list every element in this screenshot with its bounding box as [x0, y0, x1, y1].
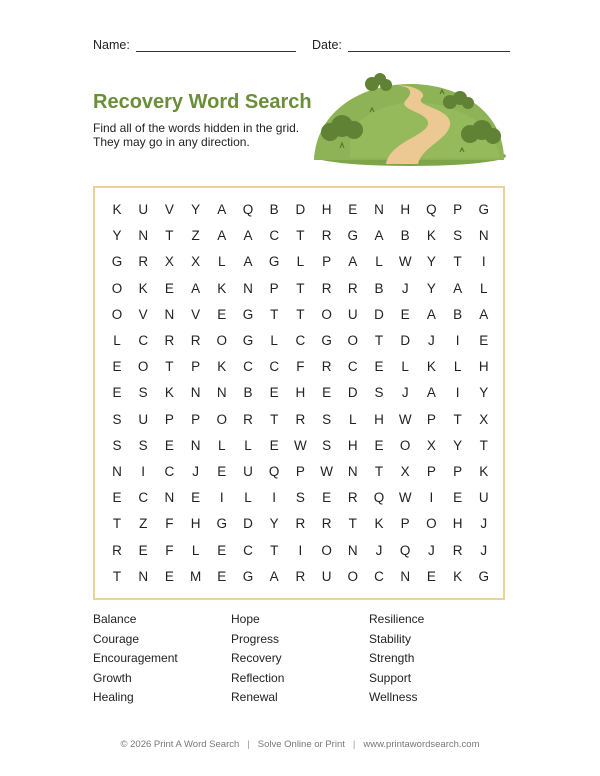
grid-letter[interactable]: N: [164, 490, 175, 506]
grid-letter[interactable]: O: [321, 542, 332, 558]
instructions-line-2: They may go in any direction.: [93, 135, 250, 149]
grid-letter[interactable]: K: [217, 359, 227, 375]
word-list-item: Courage: [93, 631, 140, 646]
instructions-line-1: Find all of the words hidden in the grid.: [93, 121, 300, 135]
grid-letter[interactable]: B: [374, 280, 384, 296]
grid-letter[interactable]: A: [191, 280, 201, 296]
grid-letter[interactable]: I: [298, 542, 303, 558]
grid-letter[interactable]: R: [321, 280, 332, 296]
grid-letter[interactable]: A: [217, 202, 227, 217]
grid-letter[interactable]: T: [374, 464, 384, 479]
name-field: [93, 38, 296, 52]
grid-letter[interactable]: U: [243, 464, 253, 479]
grid-letter[interactable]: N: [138, 228, 149, 244]
grid-letter[interactable]: T: [270, 542, 279, 558]
grid-letter[interactable]: R: [321, 359, 332, 375]
grid-letter[interactable]: F: [165, 516, 174, 532]
grid-letter[interactable]: N: [478, 228, 489, 244]
grid-letter[interactable]: G: [242, 333, 254, 348]
word-list-item: Reflection: [231, 670, 285, 685]
grid-letter[interactable]: T: [374, 333, 384, 348]
grid-letter[interactable]: R: [347, 490, 358, 506]
grid-letter[interactable]: Y: [112, 228, 122, 244]
grid-letter[interactable]: G: [111, 254, 123, 270]
grid-letter[interactable]: X: [400, 464, 410, 479]
word-list-item: Wellness: [369, 690, 418, 704]
grid-letter[interactable]: A: [374, 228, 384, 244]
grid-letter[interactable]: E: [479, 333, 489, 348]
grid-letter[interactable]: B: [269, 202, 279, 217]
grid-letter[interactable]: L: [113, 333, 121, 348]
grid-letter[interactable]: E: [164, 568, 174, 584]
grid-letter[interactable]: L: [349, 411, 357, 427]
grid-letter[interactable]: K: [164, 385, 174, 401]
grid-letter[interactable]: Q: [399, 542, 411, 558]
grid-letter[interactable]: T: [296, 306, 305, 322]
grid-letter[interactable]: J: [480, 516, 488, 532]
grid-letter[interactable]: A: [217, 228, 227, 244]
grid-letter[interactable]: R: [321, 516, 332, 532]
grid-letter[interactable]: P: [453, 464, 463, 479]
grid-letter[interactable]: E: [112, 385, 122, 401]
grid-letter[interactable]: I: [219, 490, 224, 506]
word-list-item: Growth: [93, 670, 132, 685]
grid-letter[interactable]: I: [481, 254, 486, 270]
grid-letter[interactable]: H: [478, 359, 489, 375]
footer: [0, 739, 600, 750]
grid-letter[interactable]: V: [138, 306, 148, 322]
grid-letter[interactable]: S: [322, 437, 332, 453]
grid-letter[interactable]: P: [426, 411, 436, 427]
grid-letter[interactable]: C: [243, 359, 253, 375]
grid-letter[interactable]: O: [111, 306, 123, 322]
grid-letter[interactable]: C: [269, 359, 280, 375]
grid-letter[interactable]: J: [480, 542, 488, 558]
grid-letter[interactable]: R: [243, 411, 253, 427]
grid-letter[interactable]: S: [453, 228, 463, 244]
word-list-item: Strength: [369, 651, 415, 665]
grid-letter[interactable]: O: [321, 306, 332, 322]
grid-letter[interactable]: Y: [479, 385, 489, 401]
grid-letter[interactable]: A: [426, 385, 436, 401]
grid-letter[interactable]: C: [138, 490, 149, 506]
grid-letter[interactable]: P: [295, 464, 305, 479]
grid-letter[interactable]: Q: [373, 490, 385, 506]
grid-letter[interactable]: J: [428, 333, 435, 348]
grid-letter[interactable]: E: [164, 280, 174, 296]
grid-letter[interactable]: H: [347, 437, 358, 453]
grid-letter[interactable]: T: [453, 254, 462, 270]
date-label: Date:: [312, 38, 342, 52]
grid-letter[interactable]: L: [244, 490, 252, 506]
grid-letter[interactable]: P: [164, 411, 174, 427]
grid-letter[interactable]: U: [321, 568, 332, 584]
grid-letter[interactable]: R: [164, 333, 175, 348]
grid-letter[interactable]: O: [216, 333, 228, 348]
grid-letter[interactable]: V: [191, 306, 201, 322]
grid-letter[interactable]: E: [217, 464, 227, 479]
grid-letter[interactable]: G: [321, 333, 332, 348]
grid-letter[interactable]: K: [112, 202, 122, 217]
grid-letter[interactable]: E: [400, 306, 410, 322]
grid-letter[interactable]: I: [141, 464, 146, 479]
word-list-item: Encouragement: [93, 651, 178, 665]
grid-letter[interactable]: L: [375, 254, 383, 270]
grid-letter[interactable]: L: [191, 542, 200, 558]
grid-letter[interactable]: N: [216, 385, 227, 401]
grid-letter[interactable]: W: [398, 411, 412, 427]
grid-letter[interactable]: A: [243, 254, 253, 270]
grid-letter[interactable]: N: [243, 280, 253, 296]
grid-letter[interactable]: I: [455, 333, 460, 348]
word-search-grid: [93, 186, 505, 600]
grid-letter[interactable]: R: [190, 333, 201, 348]
grid-letter[interactable]: H: [374, 411, 384, 427]
grid-letter[interactable]: A: [479, 306, 489, 322]
grid-letter[interactable]: E: [112, 490, 122, 506]
grid-letter[interactable]: N: [400, 568, 411, 584]
grid-letter[interactable]: E: [138, 542, 148, 558]
grid-letter[interactable]: H: [400, 202, 411, 217]
grid-letter[interactable]: S: [138, 385, 148, 401]
grid-letter[interactable]: N: [164, 306, 175, 322]
word-list-item: Resilience: [369, 612, 425, 626]
grid-letter[interactable]: F: [296, 359, 305, 375]
grid-letter[interactable]: D: [400, 333, 411, 348]
grid-letter[interactable]: Y: [426, 254, 436, 270]
grid-letter[interactable]: B: [400, 228, 410, 244]
grid-letter[interactable]: K: [217, 280, 227, 296]
grid-letter[interactable]: Z: [139, 516, 148, 532]
grid-letter[interactable]: E: [348, 202, 358, 217]
grid-letter[interactable]: P: [322, 254, 332, 270]
grid-letter[interactable]: Y: [191, 202, 201, 217]
grid-letter[interactable]: S: [138, 437, 148, 453]
grid-letter[interactable]: J: [375, 542, 383, 558]
grid-letter[interactable]: Q: [242, 202, 254, 217]
word-list-item: Balance: [93, 612, 137, 626]
grid-letter[interactable]: T: [270, 306, 279, 322]
grid-letter[interactable]: C: [347, 359, 358, 375]
grid-letter[interactable]: W: [398, 490, 412, 506]
grid-letter[interactable]: K: [453, 568, 463, 584]
grid-letter[interactable]: X: [191, 254, 201, 270]
grid-letter[interactable]: V: [164, 202, 174, 217]
name-label: Name:: [93, 38, 130, 52]
grid-letter[interactable]: J: [401, 385, 409, 401]
grid-letter[interactable]: O: [426, 516, 437, 532]
date-line: [348, 39, 510, 52]
grid-letter[interactable]: T: [296, 228, 305, 244]
grid-letter[interactable]: T: [296, 280, 305, 296]
word-list-item: Hope: [231, 612, 260, 626]
grid-letter[interactable]: P: [191, 411, 201, 427]
grid-letter[interactable]: G: [478, 202, 490, 217]
grid-letter[interactable]: E: [191, 490, 201, 506]
grid-letter[interactable]: N: [347, 464, 358, 479]
grid-letter[interactable]: H: [190, 516, 201, 532]
grid-letter[interactable]: X: [479, 411, 489, 427]
grid-letter[interactable]: F: [165, 542, 174, 558]
grid-letter[interactable]: W: [320, 464, 333, 479]
date-field: [312, 38, 510, 52]
grid-letter[interactable]: W: [398, 254, 412, 270]
grid-letter[interactable]: T: [453, 411, 462, 427]
grid-letter[interactable]: K: [426, 228, 436, 244]
grid-letter[interactable]: R: [295, 568, 306, 584]
footer-copyright: © 2026 Print A Word Search: [120, 739, 240, 750]
grid-letter[interactable]: H: [295, 385, 306, 401]
word-list-item: Progress: [231, 631, 280, 646]
footer-separator: |: [247, 739, 250, 750]
grid-letter[interactable]: R: [295, 411, 306, 427]
grid-letter[interactable]: X: [164, 254, 174, 270]
grid-letter[interactable]: E: [164, 437, 174, 453]
grid-letter[interactable]: A: [243, 228, 253, 244]
grid-letter[interactable]: T: [348, 516, 357, 532]
grid-letter[interactable]: X: [426, 437, 436, 453]
grid-letter[interactable]: S: [374, 385, 384, 401]
grid-letter[interactable]: Q: [426, 202, 437, 217]
footer-separator: |: [352, 739, 356, 750]
grid-letter[interactable]: S: [112, 437, 122, 453]
grid-letter[interactable]: O: [399, 437, 411, 453]
grid-letter[interactable]: U: [138, 411, 149, 427]
grid-letter[interactable]: O: [137, 359, 149, 375]
grid-letter[interactable]: B: [243, 385, 253, 401]
grid-letter[interactable]: K: [374, 516, 384, 532]
grid-letter[interactable]: Y: [269, 516, 279, 532]
grid-letter[interactable]: K: [138, 280, 148, 296]
grid-letter[interactable]: E: [453, 490, 463, 506]
grid-letter[interactable]: T: [112, 568, 122, 584]
grid-letter[interactable]: L: [453, 359, 462, 375]
grid-letter[interactable]: D: [347, 385, 358, 401]
grid-letter[interactable]: O: [111, 280, 123, 296]
grid-letter[interactable]: G: [347, 228, 359, 244]
grid-letter[interactable]: S: [322, 411, 332, 427]
grid-letter[interactable]: K: [426, 359, 436, 375]
grid-letter[interactable]: N: [138, 568, 149, 584]
grid-letter[interactable]: Q: [268, 464, 280, 479]
grid-letter[interactable]: A: [453, 280, 463, 296]
grid-letter[interactable]: L: [270, 333, 278, 348]
grid-letter[interactable]: I: [429, 490, 434, 506]
grid-letter[interactable]: M: [189, 568, 202, 584]
grid-letter[interactable]: U: [347, 306, 358, 322]
grid-letter[interactable]: T: [165, 228, 174, 244]
grid-letter[interactable]: U: [478, 490, 489, 506]
grid-letter[interactable]: T: [165, 359, 174, 375]
footer-url: www.printawordsearch.com: [363, 739, 480, 750]
grid-letter[interactable]: E: [112, 359, 122, 375]
grid-letter[interactable]: B: [453, 306, 463, 322]
grid-letter[interactable]: L: [296, 254, 305, 270]
grid-letter[interactable]: L: [218, 437, 226, 453]
word-list-item: Healing: [93, 690, 134, 704]
grid-letter[interactable]: H: [452, 516, 463, 532]
grid-letter[interactable]: A: [426, 306, 436, 322]
grid-letter[interactable]: D: [295, 202, 306, 217]
grid-letter[interactable]: O: [216, 411, 228, 427]
grid-letter[interactable]: I: [455, 385, 460, 401]
grid-letter[interactable]: P: [191, 359, 201, 375]
grid-letter[interactable]: Z: [191, 228, 200, 244]
grid-letter[interactable]: W: [294, 437, 307, 453]
grid-letter[interactable]: E: [374, 359, 384, 375]
grid-letter[interactable]: U: [138, 202, 149, 217]
grid-letter[interactable]: R: [138, 254, 149, 270]
grid-letter[interactable]: H: [321, 202, 332, 217]
grid-letter[interactable]: P: [426, 464, 436, 479]
word-list-item: Support: [369, 670, 412, 685]
page-title: Recovery Word Search: [93, 91, 312, 113]
grid-letter[interactable]: G: [478, 568, 490, 584]
grid-letter[interactable]: J: [428, 542, 435, 558]
grid-letter[interactable]: E: [322, 490, 332, 506]
grid-letter[interactable]: E: [217, 306, 227, 322]
grid-letter[interactable]: C: [269, 228, 280, 244]
grid-letter[interactable]: L: [218, 254, 226, 270]
grid-letter[interactable]: O: [347, 568, 359, 584]
grid-letter[interactable]: N: [374, 202, 384, 217]
grid-letter[interactable]: N: [190, 385, 201, 401]
grid-letter[interactable]: A: [269, 568, 279, 584]
grid-letter[interactable]: R: [295, 516, 306, 532]
grid-letter[interactable]: S: [295, 490, 305, 506]
grid-letter[interactable]: G: [242, 306, 254, 322]
grid-letter[interactable]: R: [321, 228, 332, 244]
name-line: [136, 39, 296, 52]
grid-letter[interactable]: K: [479, 464, 489, 479]
grid-cells: [95, 188, 503, 598]
footer-middle: Solve Online or Print: [257, 739, 345, 750]
grid-letter[interactable]: G: [216, 516, 228, 532]
grid-letter[interactable]: R: [347, 280, 358, 296]
grid-letter[interactable]: E: [374, 437, 384, 453]
grid-letter[interactable]: J: [192, 464, 199, 479]
grid-letter[interactable]: A: [348, 254, 358, 270]
word-list-item: Recovery: [231, 651, 282, 665]
grid-letter[interactable]: E: [269, 385, 279, 401]
grid-letter[interactable]: L: [480, 280, 488, 296]
grid-letter[interactable]: E: [217, 542, 227, 558]
grid-letter[interactable]: C: [138, 333, 149, 348]
grid-letter[interactable]: T: [479, 437, 488, 453]
grid-letter[interactable]: N: [190, 437, 201, 453]
word-list: [93, 612, 513, 712]
grid-letter[interactable]: T: [112, 516, 122, 532]
grid-letter[interactable]: P: [269, 280, 279, 296]
grid-letter[interactable]: E: [322, 385, 332, 401]
grid-letter[interactable]: Y: [453, 437, 463, 453]
grid-letter[interactable]: E: [426, 568, 436, 584]
grid-letter[interactable]: E: [217, 568, 227, 584]
grid-letter[interactable]: L: [244, 437, 252, 453]
grid-letter[interactable]: C: [164, 464, 175, 479]
grid-letter[interactable]: L: [401, 359, 409, 375]
grid-letter[interactable]: C: [243, 542, 253, 558]
grid-letter[interactable]: I: [272, 490, 277, 506]
grid-letter[interactable]: R: [452, 542, 463, 558]
grid-letter[interactable]: P: [400, 516, 410, 532]
grid-letter[interactable]: Y: [426, 280, 436, 296]
grid-letter[interactable]: G: [268, 254, 280, 270]
grid-letter[interactable]: P: [453, 202, 463, 217]
hill-with-path-icon: [310, 72, 506, 166]
grid-letter[interactable]: S: [112, 411, 122, 427]
word-list-item: Stability: [369, 631, 412, 646]
grid-letter[interactable]: R: [112, 542, 122, 558]
grid-letter[interactable]: C: [295, 333, 306, 348]
word-list-item: Renewal: [231, 690, 278, 704]
grid-letter[interactable]: T: [270, 411, 279, 427]
grid-letter[interactable]: D: [243, 516, 253, 532]
grid-letter[interactable]: C: [374, 568, 384, 584]
grid-letter[interactable]: E: [269, 437, 279, 453]
grid-letter[interactable]: N: [347, 542, 358, 558]
grid-letter[interactable]: D: [374, 306, 384, 322]
grid-letter[interactable]: N: [112, 464, 122, 479]
grid-letter[interactable]: J: [401, 280, 409, 296]
grid-letter[interactable]: G: [242, 568, 254, 584]
grid-letter[interactable]: O: [347, 333, 359, 348]
